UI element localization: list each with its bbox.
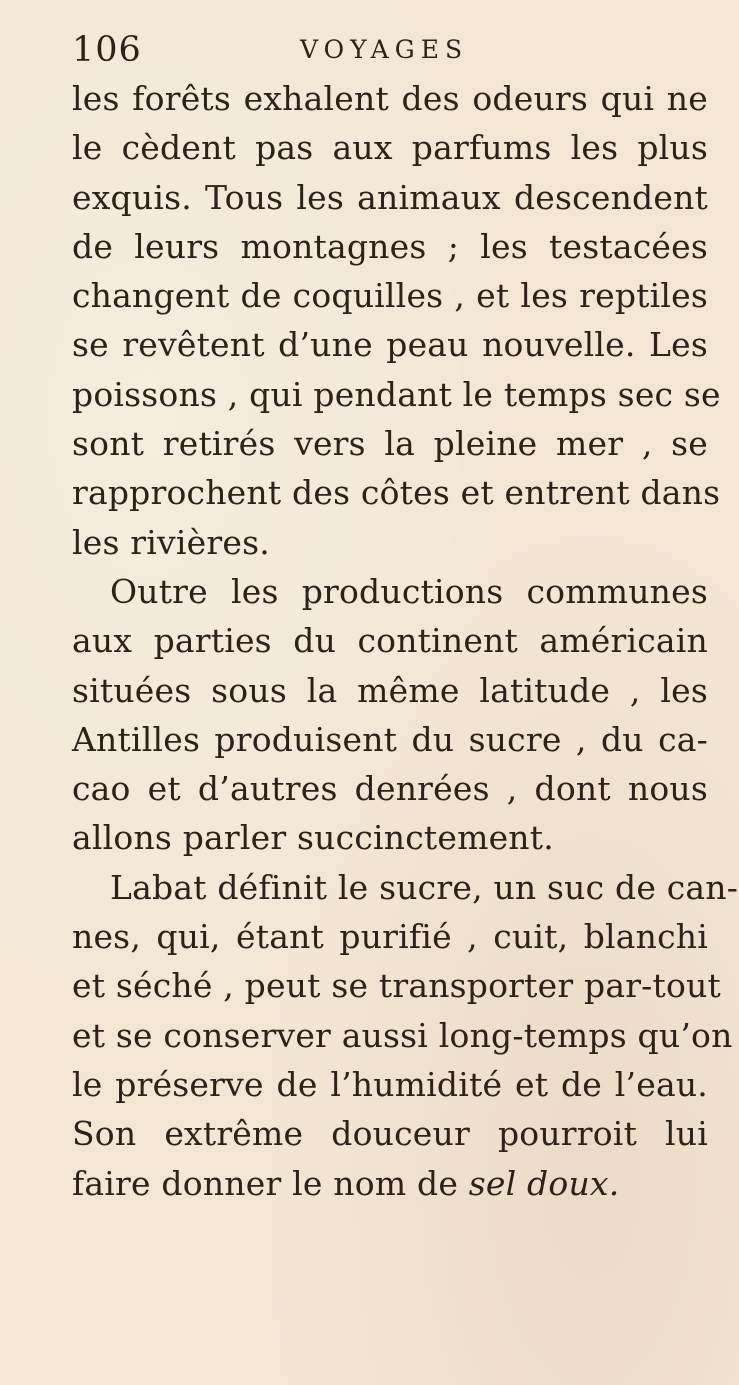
paragraph-1 <box>72 74 721 567</box>
page-number: 106 <box>72 30 142 70</box>
last-line-text: faire donner le nom de <box>72 1163 469 1203</box>
text-line: Son extrême douceur pourroit lui <box>72 1114 708 1154</box>
text-line: allons parler succinctement. <box>72 818 554 858</box>
last-text-line <box>72 1159 708 1208</box>
text-line: Labat définit le sucre, un suc de can- <box>110 867 739 907</box>
italic-term: sel doux. <box>468 1163 620 1203</box>
paragraph-2 <box>72 567 708 863</box>
paragraph-3 <box>72 863 739 1208</box>
body-text <box>72 74 739 1208</box>
text-line: nes, qui, étant purifié , cuit, blanchi <box>72 917 708 957</box>
text-line: rapprochent des côtes et entrent dans <box>72 473 721 513</box>
text-line: sont retirés vers la pleine mer , se <box>72 424 708 464</box>
running-title: VOYAGES <box>300 35 469 64</box>
text-line: les forêts exhalent des odeurs qui ne <box>72 79 708 118</box>
text-line: cao et d’autres denrées , dont nous <box>72 769 708 809</box>
text-line: Antilles produisent du sucre , du ca- <box>72 719 708 759</box>
text-line: changent de coquilles , et les reptiles <box>72 276 708 316</box>
text-line: de leurs montagnes ; les testacées <box>72 226 708 266</box>
text-line: et se conserver aussi long-temps qu’on <box>72 1015 733 1055</box>
text-line: et séché , peut se transporter par-tout <box>72 966 721 1006</box>
text-line: les rivières. <box>72 522 270 562</box>
text-line: aux parties du continent américain <box>72 621 708 661</box>
text-line: se revêtent d’une peau nouvelle. Les <box>72 325 708 365</box>
page-header <box>72 28 709 72</box>
text-line: Outre les productions communes <box>110 571 708 611</box>
text-line: situées sous la même latitude , les <box>72 670 708 710</box>
text-line: exquis. Tous les animaux descendent <box>72 177 708 217</box>
text-line: poissons , qui pendant le temps sec se <box>72 374 721 414</box>
text-line: le cèdent pas aux parfums les plus <box>72 128 708 168</box>
text-line: le préserve de l’humidité et de l’eau. <box>72 1064 708 1104</box>
